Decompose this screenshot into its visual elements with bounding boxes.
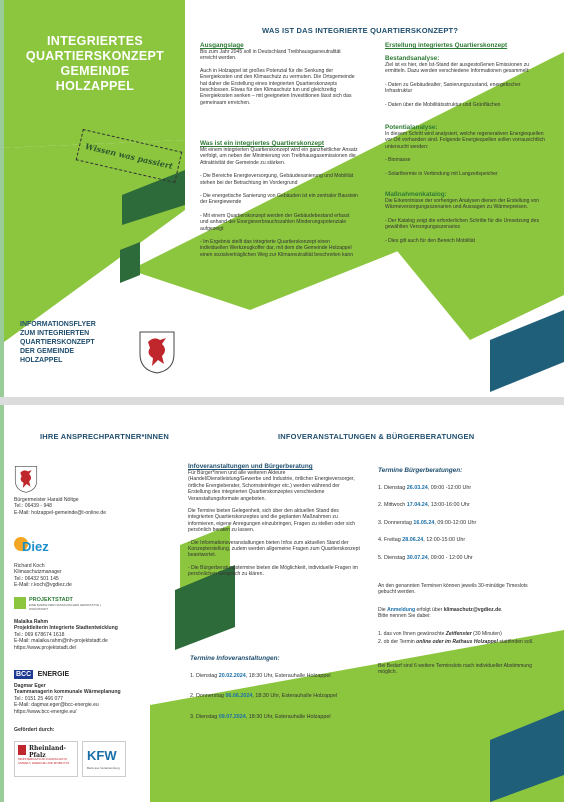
termine-buerger-list — [378, 485, 548, 561]
list-item: 3. Dienstag 09.07.2024, 18:30 Uhr, Esterauhalle Holzappel — [190, 713, 331, 720]
rlp-logo: Rheinland-Pfalz MINISTERIUM FÜR KLIMASCHUTZ, UMWELT, ENERGIE UND MOBILITÄT — [14, 741, 78, 777]
projektstadt-logo: PROJEKTSTADT EINE MARKE DER NASSAUISCHEN HEIMSTÄTTE | WOHNSTADT — [14, 597, 114, 617]
flyer-title: INTEGRIERTES QUARTIERSKONZEPT GEMEINDE HOLZAPPEL — [25, 34, 165, 93]
kfw-logo: KFW Bank aus Verantwortung — [82, 741, 126, 777]
ausgangslage-section: Ausgangslage Bis zum Jahr 2045 soll in Deutschland Treibhausgasneutralität erreicht werden. Auch in Holzappel ist großes Potenzial für die Senkung der Energiekosten und den Klimaschutz zu vermuten. Die Ortsgemeinde hat daher die Erstellung eines integrierten Quartierskonzepts beschlossen. Etwas für den Klimaschutz tun und gleichzeitig Energiekosten senken – mit geeigneten Investitionen lässt sich das gemeinsam erreichen. — [200, 42, 355, 106]
projektstadt-icon — [14, 597, 26, 609]
holzappel-coat-of-arms-icon — [138, 330, 176, 374]
rlp-shield-icon — [18, 745, 26, 755]
list-item: - Dies gilt auch für den Bereich Mobilität — [385, 237, 476, 244]
list-item: - Im Ergebnis stellt das integrierte Quartierskonzept einen individuellen Werkzeugkoffer dar, mit dem die Gemeinde Holzappel einen sozialverträglichen Weg zur Klimaneutralität beschreiten kann — [200, 239, 354, 258]
list-item: - Der Katalog zeigt die erforderlichen Schritte für die Umsetzung des gewählten Versorgungsszenarios — [385, 217, 540, 231]
contact-bcc-energie: Dagmar Eger Teammanagerin kommunale Wärmeplanung Tel.: 0151 25 466 077 E-Mail: dagmar.eger@bcc-energie.eu https://www.bcc-energie.eu/ — [14, 683, 121, 715]
list-item: 1. Dienstag 20.02.2024, 18:30 Uhr, Esterauhalle Holzappel — [190, 673, 331, 679]
bcc-energie-logo: BCC ENERGIE — [16, 671, 70, 678]
termine-info-list — [190, 673, 370, 720]
slots-text: An den genannten Terminen können jeweils 30-minütige Timeslots gebucht werden. — [378, 583, 528, 596]
list-item: - Daten zu Gebäudealter, Sanierungszustand, energetischer Infrastruktur — [385, 81, 521, 95]
stamp-wissen-was-passiert: Wissen was passiert — [76, 129, 183, 183]
contact-projektstadt: Malaika Rahm Projektleiterin Integrierte Stadtentwicklung Tel.: 069 678674 1618 E-Mail: malaika.rahm@nh-projektstadt.de https://www.projektstadt.de/ — [14, 619, 118, 651]
contacts-heading: IHRE ANSPRECHPARTNER*INNEN — [40, 432, 169, 441]
flyer-label: INFORMATIONSFLYER ZUM INTEGRIERTEN QUARTIERSKONZEPT DER GEMEINDE HOLZAPPEL — [20, 321, 96, 364]
termine-info-heading: Termine Infoveranstaltungen: — [190, 655, 280, 662]
flyer-outer-page — [0, 0, 564, 397]
bedarf-text: Bei Bedarf sind 6 weitere Terminslots nach individueller Abstimmung möglich. — [378, 663, 532, 676]
funded-by-label: Gefördert durch: — [14, 727, 55, 733]
contact-klimaschutzmanager: Richard Koch Klimaschutzmanager Tel.: 06432 501 145 E-Mail: r.koch@vgdiez.de — [14, 563, 72, 589]
list-item: - Die energetische Sanierung von Gebäuden ist ein zentraler Baustein der Energiewende — [200, 193, 359, 206]
anmeldung-text: Die Anmeldung erfolgt über klimaschutz@vgdiez.de. Bitte nennen Sie dabei: — [378, 607, 503, 620]
diez-logo: Diez — [14, 533, 54, 555]
holzappel-coat-of-arms-icon — [14, 465, 38, 493]
info-heading: INFOVERANSTALTUNGEN & BÜRGERBERATUNGEN — [278, 432, 475, 441]
anmeldung-email-link[interactable]: klimaschutz@vgdiez.de — [443, 607, 502, 613]
list-item: 2. Mittwoch 17.04.24, 13:00-16:00 Uhr — [378, 502, 470, 509]
list-item: 1. Dienstag 26.03.24, 09:00 -12:00 Uhr — [378, 485, 472, 491]
info-section: Infoveranstaltungen und Bürgerberatung Für Bürger*innen und alle weiteren Akteure (Handel/Dienstleistung/Gewerbe und Industrie, örtlicher Energieversorger, örtliche Energieberater, Schornsteinfeger etc.) werden während der Erstellung des integrierten Quartierskonzeptes verschiedene Veranstaltungsformate angeboten. Die Termine bieten Gelegenheit, sich über den aktuellen Stand des integrierten Quartierskonzeptes und die geplanten Maßnahmen zu informieren, eigene Anregungen einzubringen, Fragen zu stellen oder sich persönlich beraten zu lassen. - Die Informationsveranstaltungen bieten Infos zum aktuellen Stand der Konzepterstellung, zudem werden allgemeine Fragen zum Quartierskonzept beantwortet. - Die Bürgerberatungstermine bieten die Möglichkeit, individuelle Fragen im persönlichen Gespräch zu klären. — [188, 463, 360, 578]
termine-buerger-heading: Termine Bürgerberatungen: — [378, 467, 463, 474]
was-ist-section: Was ist ein integriertes Quartierskonzept Mit einem integrierten Quartierskonzept wird ein ganzheitlicher Ansatz verfolgt, um neben der Minimierung von Treibhausgasemissionen die Attraktivität der Gemeinde zu stärken. - Die Bereiche Energieversorgung, Gebäudesanierung und Mobilität stehen bei der Betrachtung im Vordergrund - Die energetische Sanierung von Gebäuden ist ein zentraler Baustein der Energiewende - Mit einem Quartierskonzept werden der Gebäudebestand erfasst und anhand der Energieverbrauchszahlen Minderungspotenziale aufgezeigt - Im Ergebnis stellt das integrierte Quartierskonzept einen individuellen Werkzeugkoffer dar, mit dem die Gemeinde Holzappel einen sozialverträglichen Weg zur Klimaneutralität beschreiten kann — [200, 140, 359, 258]
list-item: - Die Bereiche Energieversorgung, Gebäudesanierung und Mobilität stehen bei der Betrachtung im Vordergrund — [200, 173, 354, 186]
list-item: 5. Dienstag 30.07.24, 09:00 - 12:00 Uhr — [378, 554, 473, 561]
contact-buergermeister: Bürgermeister Harald Nöltge Tel.: 06439 - 948 E-Mail: holzappel-gemeinde@t-online.de — [14, 497, 107, 516]
erstellung-section: Erstellung integriertes Quartierskonzept Bestandsanalyse: Ziel ist es hier, den Ist-Stand der ausgestoßenen Emissionen zu ermitteln. Dazu werden verschiedene Informationen gesammelt: - Daten zu Gebäudealter, Sanierungszustand, energetischer Infrastruktur - Daten über die Mobilitätsstruktur und Grünflächen Potentialanalyse: In diesem Schritt wird analysiert, welche regenerativen Energiequellen vor Ort vorhanden sind. Folgende Energiequellen sollen vorrausichtlich untersucht werden: - Biomasse - Solarthermie in Verbindung mit Langzeitspeicher Maßnahmenkatalog: Die Erkenntnisse der vorherigen Analysen dienen der Erstellung von Wärmeversorgungsszenarien und Aussagen zu Wärmepreisen. - Der Katalog zeigt die erforderlichen Schritte für die Umsetzung des gewählten Versorgungsszenarios - Dies gilt auch für den Bereich Mobilität — [385, 42, 547, 251]
list-item: 3. Donnerstag 16.05.24, 09:00-12:00 Uhr — [378, 519, 477, 526]
list-item: 2. ob der Termin online oder im Rathaus Holzappel stattfinden soll. — [378, 639, 534, 646]
list-item: - Mit einem Quartierskonzept werden der Gebäudebestand erfasst und anhand der Energieverbrauchszahlen Minderungspotenziale aufgezeigt — [200, 212, 350, 232]
list-item: - Solarthermie in Verbindung mit Langzeitspeicher — [385, 170, 498, 177]
main-heading: WAS IST DAS INTEGRIERTE QUARTIERSKONZEPT? — [262, 26, 459, 35]
list-item: - Biomasse — [385, 157, 411, 164]
flyer-inner-page — [0, 405, 564, 802]
list-item: 1. das von Ihnen gewünschte Zeitfenster (30 Minuten) — [378, 631, 502, 637]
list-item: 2. Donnerstag 06.06.2024, 18:30 Uhr, Esterauhalle Holzappel — [190, 693, 338, 700]
list-item: 4. Freitag 28.06.24, 12:00-15:00 Uhr — [378, 537, 466, 544]
list-item: - Daten über die Mobilitätsstruktur und Grünflächen — [385, 101, 501, 108]
nennen-list — [378, 631, 546, 646]
